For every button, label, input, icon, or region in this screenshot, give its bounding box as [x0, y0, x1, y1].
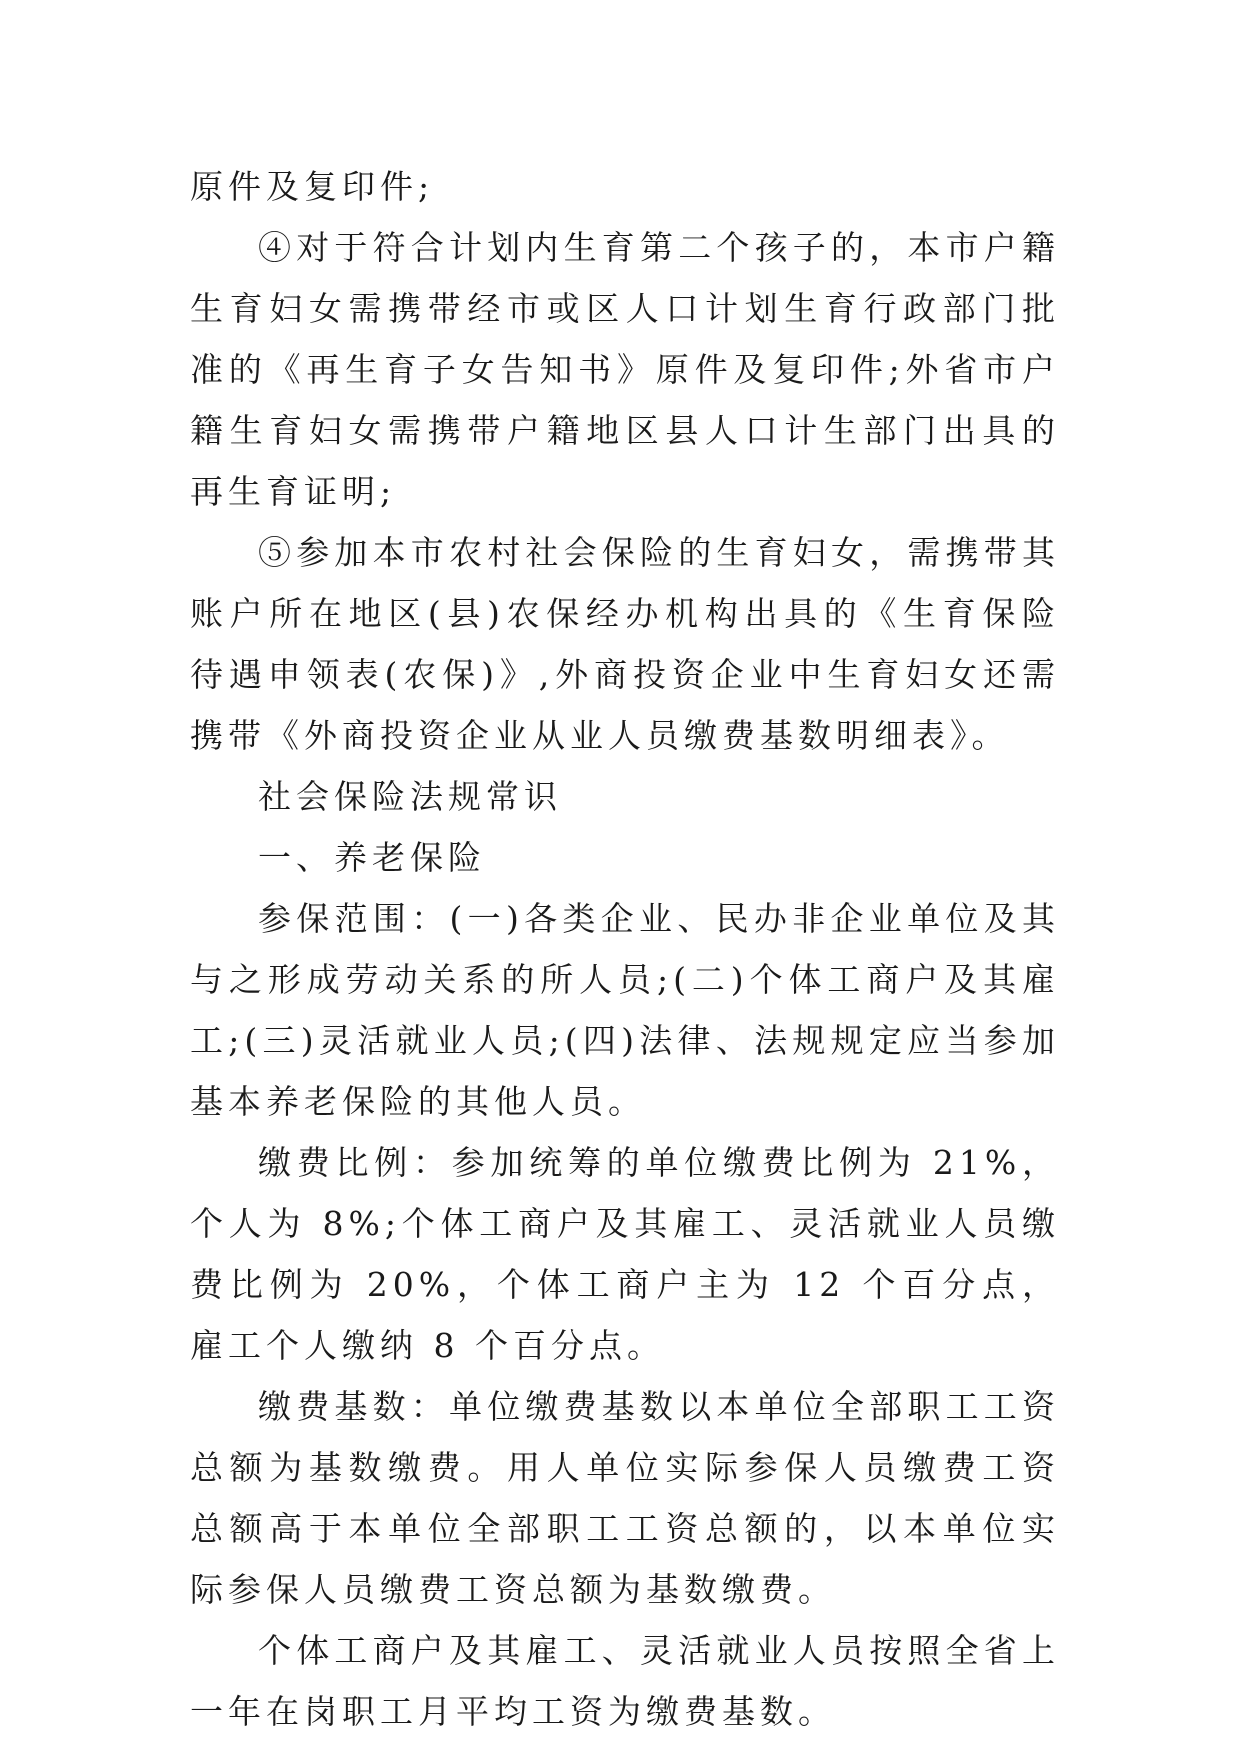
section-heading: 社会保险法规常识: [258, 777, 562, 816]
paragraph-contribution-base: 缴费基数：单位缴费基数以本单位全部职工工资总额为基数缴费。用人单位实际参保人员缴费工资总额高于本单位全部职工工资总额的，以本单位实际参保人员缴费工资总额为基数缴费。: [190, 1387, 1060, 1609]
paragraph-self-employed-base: 个体工商户及其雇工、灵活就业人员按照全省上一年在岗职工月平均工资为缴费基数。: [190, 1631, 1060, 1731]
paragraph-item-5: ⑤参加本市农村社会保险的生育妇女，需携带其账户所在地区(县)农保经办机构出具的《生育保险待遇申领表(农保)》,外商投资企业中生育妇女还需携带《外商投资企业从业人员缴费基数明细表》。: [190, 533, 1060, 755]
paragraph-coverage: 参保范围：(一)各类企业、民办非企业单位及其与之形成劳动关系的所人员;(二)个体工商户及其雇工;(三)灵活就业人员;(四)法律、法规规定应当参加基本养老保险的其他人员。: [190, 899, 1060, 1121]
paragraph-contribution-rate: 缴费比例：参加统筹的单位缴费比例为 21%，个人为 8%;个体工商户及其雇工、灵活就业人员缴费比例为 20%，个体工商户主为 12 个百分点，雇工个人缴纳 8 个百分点。: [190, 1143, 1060, 1365]
paragraph-item-4: ④对于符合计划内生育第二个孩子的，本市户籍生育妇女需携带经市或区人口计划生育行政部门批准的《再生育子女告知书》原件及复印件;外省市户籍生育妇女需携带户籍地区县人口计生部门出具的再生育证明;: [190, 228, 1060, 511]
paragraph-continuation: 原件及复印件;: [190, 167, 435, 206]
document-body: [190, 156, 1060, 1742]
subsection-heading: 一、养老保险: [258, 838, 486, 877]
